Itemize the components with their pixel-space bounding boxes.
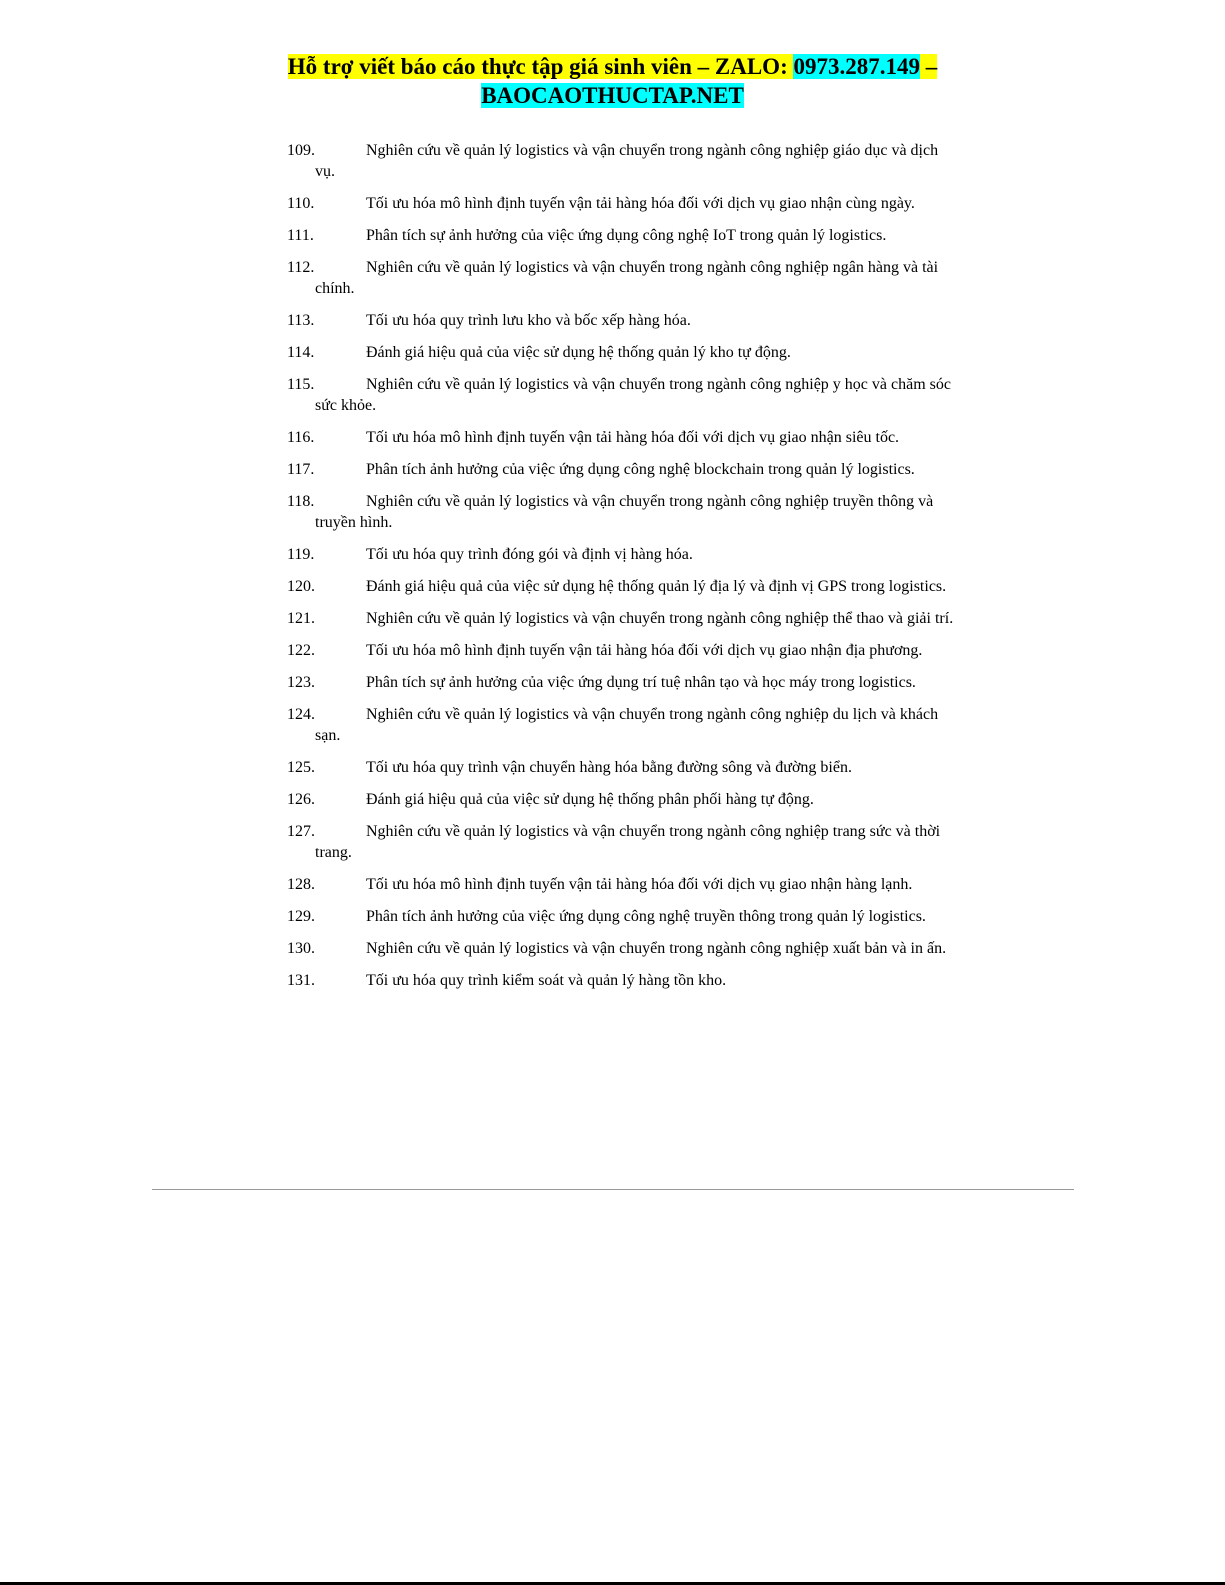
list-item bbox=[287, 704, 962, 746]
header-title: Hỗ trợ viết báo cáo thực tập giá sinh viên – ZALO: bbox=[287, 54, 794, 79]
list-item bbox=[287, 257, 962, 299]
list-item-text: Đánh giá hiệu quả của việc sử dụng hệ thống phân phối hàng tự động. bbox=[366, 791, 814, 808]
list-item-text: Tối ưu hóa mô hình định tuyến vận tải hàng hóa đối với dịch vụ giao nhận hàng lạnh. bbox=[366, 876, 913, 893]
list-item bbox=[287, 193, 962, 214]
list-item bbox=[287, 789, 962, 810]
list-item-number: 120. bbox=[287, 578, 315, 595]
list-item-text: Tối ưu hóa mô hình định tuyến vận tải hàng hóa đối với dịch vụ giao nhận cùng ngày. bbox=[366, 195, 915, 212]
list-item-number: 128. bbox=[287, 876, 315, 893]
list-item bbox=[287, 821, 962, 863]
list-item-number: 130. bbox=[287, 940, 315, 957]
list-item-text: Nghiên cứu về quản lý logistics và vận chuyển trong ngành công nghiệp thể thao và giải trí. bbox=[366, 610, 954, 627]
list-item-text: Đánh giá hiệu quả của việc sử dụng hệ thống quản lý địa lý và định vị GPS trong logistics. bbox=[366, 578, 947, 595]
list-item-text: Nghiên cứu về quản lý logistics và vận chuyển trong ngành công nghiệp du lịch và khách sạn. bbox=[315, 706, 939, 744]
list-item-number: 124. bbox=[287, 706, 315, 723]
list-item-number: 118. bbox=[287, 493, 315, 510]
list-item-text: Nghiên cứu về quản lý logistics và vận chuyển trong ngành công nghiệp truyền thông và truyền hình. bbox=[315, 493, 934, 531]
list-item-number: 111. bbox=[287, 227, 314, 244]
list-item-number: 129. bbox=[287, 908, 315, 925]
list-item-number: 112. bbox=[287, 259, 315, 276]
list-item-number: 123. bbox=[287, 674, 315, 691]
list-item-number: 126. bbox=[287, 791, 315, 808]
header-banner bbox=[0, 52, 1225, 110]
list-item-number: 127. bbox=[287, 823, 315, 840]
list-item-text: Tối ưu hóa quy trình kiểm soát và quản lý hàng tồn kho. bbox=[366, 972, 727, 989]
list-item bbox=[287, 672, 962, 693]
list-item-number: 119. bbox=[287, 546, 315, 563]
list-item-number: 114. bbox=[287, 344, 315, 361]
list-item bbox=[287, 225, 962, 246]
list-item-number: 122. bbox=[287, 642, 315, 659]
list-item-text: Nghiên cứu về quản lý logistics và vận chuyển trong ngành công nghiệp ngân hàng và tài chính. bbox=[315, 259, 939, 297]
list-item-text: Nghiên cứu về quản lý logistics và vận chuyển trong ngành công nghiệp y học và chăm sóc sức khỏe. bbox=[315, 376, 951, 414]
list-item-text: Nghiên cứu về quản lý logistics và vận chuyển trong ngành công nghiệp xuất bản và in ấn. bbox=[366, 940, 947, 957]
list-item bbox=[287, 427, 962, 448]
list-item-text: Phân tích ảnh hưởng của việc ứng dụng công nghệ truyền thông trong quản lý logistics. bbox=[366, 908, 926, 925]
list-item bbox=[287, 576, 962, 597]
list-item-text: Tối ưu hóa quy trình vận chuyển hàng hóa bằng đường sông và đường biển. bbox=[366, 759, 852, 776]
list-item bbox=[287, 906, 962, 927]
list-item-text: Tối ưu hóa mô hình định tuyến vận tải hàng hóa đối với dịch vụ giao nhận địa phương. bbox=[366, 642, 923, 659]
list-item-text: Phân tích sự ảnh hưởng của việc ứng dụng công nghệ IoT trong quản lý logistics. bbox=[366, 227, 887, 244]
list-item bbox=[287, 342, 962, 363]
list-item bbox=[287, 310, 962, 331]
list-item bbox=[287, 757, 962, 778]
list-item-text: Tối ưu hóa mô hình định tuyến vận tải hàng hóa đối với dịch vụ giao nhận siêu tốc. bbox=[366, 429, 900, 446]
list-item-number: 117. bbox=[287, 461, 315, 478]
list-item bbox=[287, 608, 962, 629]
list-item-text: Tối ưu hóa quy trình đóng gói và định vị hàng hóa. bbox=[366, 546, 693, 563]
list-item bbox=[287, 544, 962, 565]
list-item-text: Đánh giá hiệu quả của việc sử dụng hệ thống quản lý kho tự động. bbox=[366, 344, 791, 361]
list-item-text: Nghiên cứu về quản lý logistics và vận chuyển trong ngành công nghiệp giáo dục và dịch vụ. bbox=[315, 142, 939, 180]
header-site: BAOCAOTHUCTAP.NET bbox=[481, 83, 744, 108]
header-line-2 bbox=[0, 81, 1225, 110]
list-item-text: Tối ưu hóa quy trình lưu kho và bốc xếp hàng hóa. bbox=[366, 312, 691, 329]
list-item bbox=[287, 374, 962, 416]
list-item bbox=[287, 491, 962, 533]
topic-list bbox=[287, 140, 962, 1002]
list-item-number: 131. bbox=[287, 972, 315, 989]
list-item bbox=[287, 640, 962, 661]
page-divider bbox=[152, 1189, 1074, 1190]
list-item-number: 121. bbox=[287, 610, 315, 627]
list-item-text: Nghiên cứu về quản lý logistics và vận chuyển trong ngành công nghiệp trang sức và thời trang. bbox=[315, 823, 941, 861]
header-phone: 0973.287.149 bbox=[793, 54, 920, 79]
list-item-text: Phân tích ảnh hưởng của việc ứng dụng công nghệ blockchain trong quản lý logistics. bbox=[366, 461, 915, 478]
list-item-number: 115. bbox=[287, 376, 315, 393]
list-item-number: 125. bbox=[287, 759, 315, 776]
list-item bbox=[287, 938, 962, 959]
list-item-number: 113. bbox=[287, 312, 315, 329]
list-item bbox=[287, 874, 962, 895]
list-item-number: 116. bbox=[287, 429, 315, 446]
list-item bbox=[287, 140, 962, 182]
list-item-number: 109. bbox=[287, 142, 315, 159]
header-dash: – bbox=[919, 54, 938, 79]
list-item bbox=[287, 970, 962, 991]
header-line-1 bbox=[0, 52, 1225, 81]
list-item-text: Phân tích sự ảnh hưởng của việc ứng dụng trí tuệ nhân tạo và học máy trong logistics. bbox=[366, 674, 916, 691]
list-item bbox=[287, 459, 962, 480]
list-item-number: 110. bbox=[287, 195, 315, 212]
